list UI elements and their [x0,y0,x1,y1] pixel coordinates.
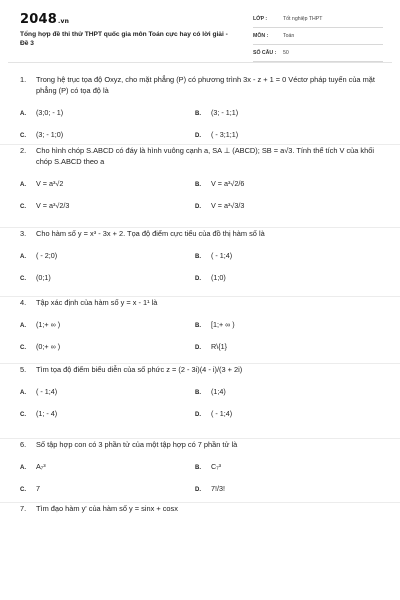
option-text: (1;4) [211,387,226,396]
question-text: Tìm đạo hàm y' của hàm số y = sinx + cosx [36,504,178,513]
option-letter: A. [20,111,26,117]
meta-value-subject: Toán [283,33,295,39]
answer-option-b[interactable] [195,179,244,188]
answer-options [20,96,380,142]
meta-row-subject [253,31,383,45]
option-letter: D. [195,487,201,493]
document-title: Tổng hợp đề thi thử THPT quốc gia môn Toán cực hay có lời giải - Đề 3 [20,31,228,47]
question-2 [0,145,400,228]
question-text-row [20,228,380,239]
answer-options [20,308,380,354]
question-text-row [20,503,380,514]
answer-option-a[interactable] [20,387,57,396]
answer-options [20,450,380,496]
question-6 [0,439,400,503]
question-7 [0,503,400,533]
option-text: R\{1} [211,342,227,351]
answer-option-b[interactable] [195,108,238,117]
answer-option-c[interactable] [20,484,40,493]
option-letter: D. [195,133,201,139]
option-letter: D. [195,412,201,418]
option-letter: C. [20,276,26,282]
question-text: Tìm tọa độ điểm biểu diễn của số phức z = (2 - 3i)(4 - i)/(3 + 2i) [36,365,243,374]
option-text: A₇³ [36,462,46,471]
question-text-row [20,364,380,375]
option-text: (1; - 4) [36,409,58,418]
answer-option-a[interactable] [20,251,57,260]
answer-option-a[interactable] [20,108,63,117]
question-1 [0,74,400,145]
question-text-row [20,74,380,96]
option-text: (1;+ ∞ ) [36,320,61,329]
option-text: (3; - 1;1) [211,108,239,117]
option-text: ( - 3;1;1) [211,130,239,139]
meta-label-class: LỚP : [253,16,268,22]
option-letter: C. [20,412,26,418]
option-text: (0;1) [36,273,51,282]
answer-option-c[interactable] [20,130,63,139]
question-3 [0,228,400,297]
option-text: ( - 1;4) [211,409,233,418]
option-letter: C. [20,345,26,351]
option-letter: A. [20,465,26,471]
answer-option-c[interactable] [20,273,51,282]
page-header [0,0,400,62]
answer-option-d[interactable] [195,130,238,139]
option-text: (0;+ ∞ ) [36,342,61,351]
answer-option-a[interactable] [20,320,60,329]
answer-options [20,167,380,213]
question-number: 2. [20,146,27,155]
option-letter: A. [20,323,26,329]
question-number: 1. [20,75,27,84]
meta-value-question-count: 50 [283,50,289,56]
option-text: (1;0) [211,273,226,282]
question-text-row [20,297,380,308]
question-text: Tập xác định của hàm số y = x - 1¹ là [36,298,158,307]
option-letter: B. [195,323,201,329]
option-text: V = a³√2/3 [36,201,70,210]
meta-row-class [253,14,383,28]
question-text-row [20,145,380,167]
answer-option-d[interactable] [195,342,227,351]
option-letter: D. [195,204,201,210]
option-text: V = a³√2/6 [211,179,245,188]
meta-value-class: Tốt nghiệp THPT [283,16,323,22]
answer-option-b[interactable] [195,387,226,396]
option-text: ( - 1;4) [211,251,233,260]
question-number: 3. [20,229,27,238]
brand-name: 2048 [20,12,57,27]
question-text: Cho hàm số y = x³ - 3x + 2. Tọa độ điểm cực tiểu của đồ thị hàm số là [36,229,265,238]
question-text: Cho hình chóp S.ABCD có đáy là hình vuông cạnh a, SA ⊥ (ABCD); SB = a√3. Tính thể tích V của khối chóp S.ABCD theo a [36,146,374,166]
option-letter: B. [195,390,201,396]
question-4 [0,297,400,364]
question-number: 4. [20,298,27,307]
option-text: [1;+ ∞ ) [211,320,235,329]
brand-logo[interactable] [20,12,69,27]
question-number: 7. [20,504,27,513]
brand-suffix: .vn [57,18,70,25]
answer-option-a[interactable] [20,462,46,471]
option-text: 7 [36,484,40,493]
option-text: ( - 2;0) [36,251,58,260]
answer-options [20,239,380,285]
option-letter: B. [195,254,201,260]
question-number: 5. [20,365,27,374]
exam-meta [253,14,383,65]
option-letter: C. [20,204,26,210]
option-text: ( - 1;4) [36,387,58,396]
answer-option-c[interactable] [20,342,60,351]
meta-row-question-count [253,48,383,62]
option-text: (3;0; - 1) [36,108,64,117]
option-letter: B. [195,465,201,471]
question-text: Trong hệ trục tọa độ Oxyz, cho mặt phẳng (P) có phương trình 3x - z + 1 = 0 Véctơ pháp tuyến của mặt phẳng (P) có tọa độ là [36,75,375,95]
answer-option-b[interactable] [195,320,235,329]
answer-option-d[interactable] [195,201,244,210]
option-letter: B. [195,182,201,188]
option-letter: C. [20,133,26,139]
option-letter: D. [195,276,201,282]
question-text-row [20,439,380,450]
answer-options [20,375,380,421]
answer-option-d[interactable] [195,273,226,282]
option-text: V = a³√2 [36,179,64,188]
question-5 [0,364,400,439]
answer-option-c[interactable] [20,409,57,418]
option-letter: A. [20,254,26,260]
option-letter: B. [195,111,201,117]
question-list [0,74,400,533]
answer-option-a[interactable] [20,179,63,188]
meta-label-question-count: SỐ CÂU : [253,50,277,56]
option-text: 7!/3! [211,484,225,493]
answer-option-d[interactable] [195,484,225,493]
option-letter: A. [20,182,26,188]
header-divider [8,62,392,63]
answer-option-b[interactable] [195,251,232,260]
question-number: 6. [20,440,27,449]
option-letter: C. [20,487,26,493]
option-text: (3; - 1;0) [36,130,64,139]
option-text: V = a³√3/3 [211,201,245,210]
option-letter: D. [195,345,201,351]
meta-label-subject: MÔN : [253,33,269,39]
answer-option-b[interactable] [195,462,221,471]
answer-option-d[interactable] [195,409,232,418]
option-text: C₇³ [211,462,222,471]
option-letter: A. [20,390,26,396]
question-text: Số tập hợp con có 3 phần tử của một tập hợp có 7 phần tử là [36,440,238,449]
answer-option-c[interactable] [20,201,69,210]
